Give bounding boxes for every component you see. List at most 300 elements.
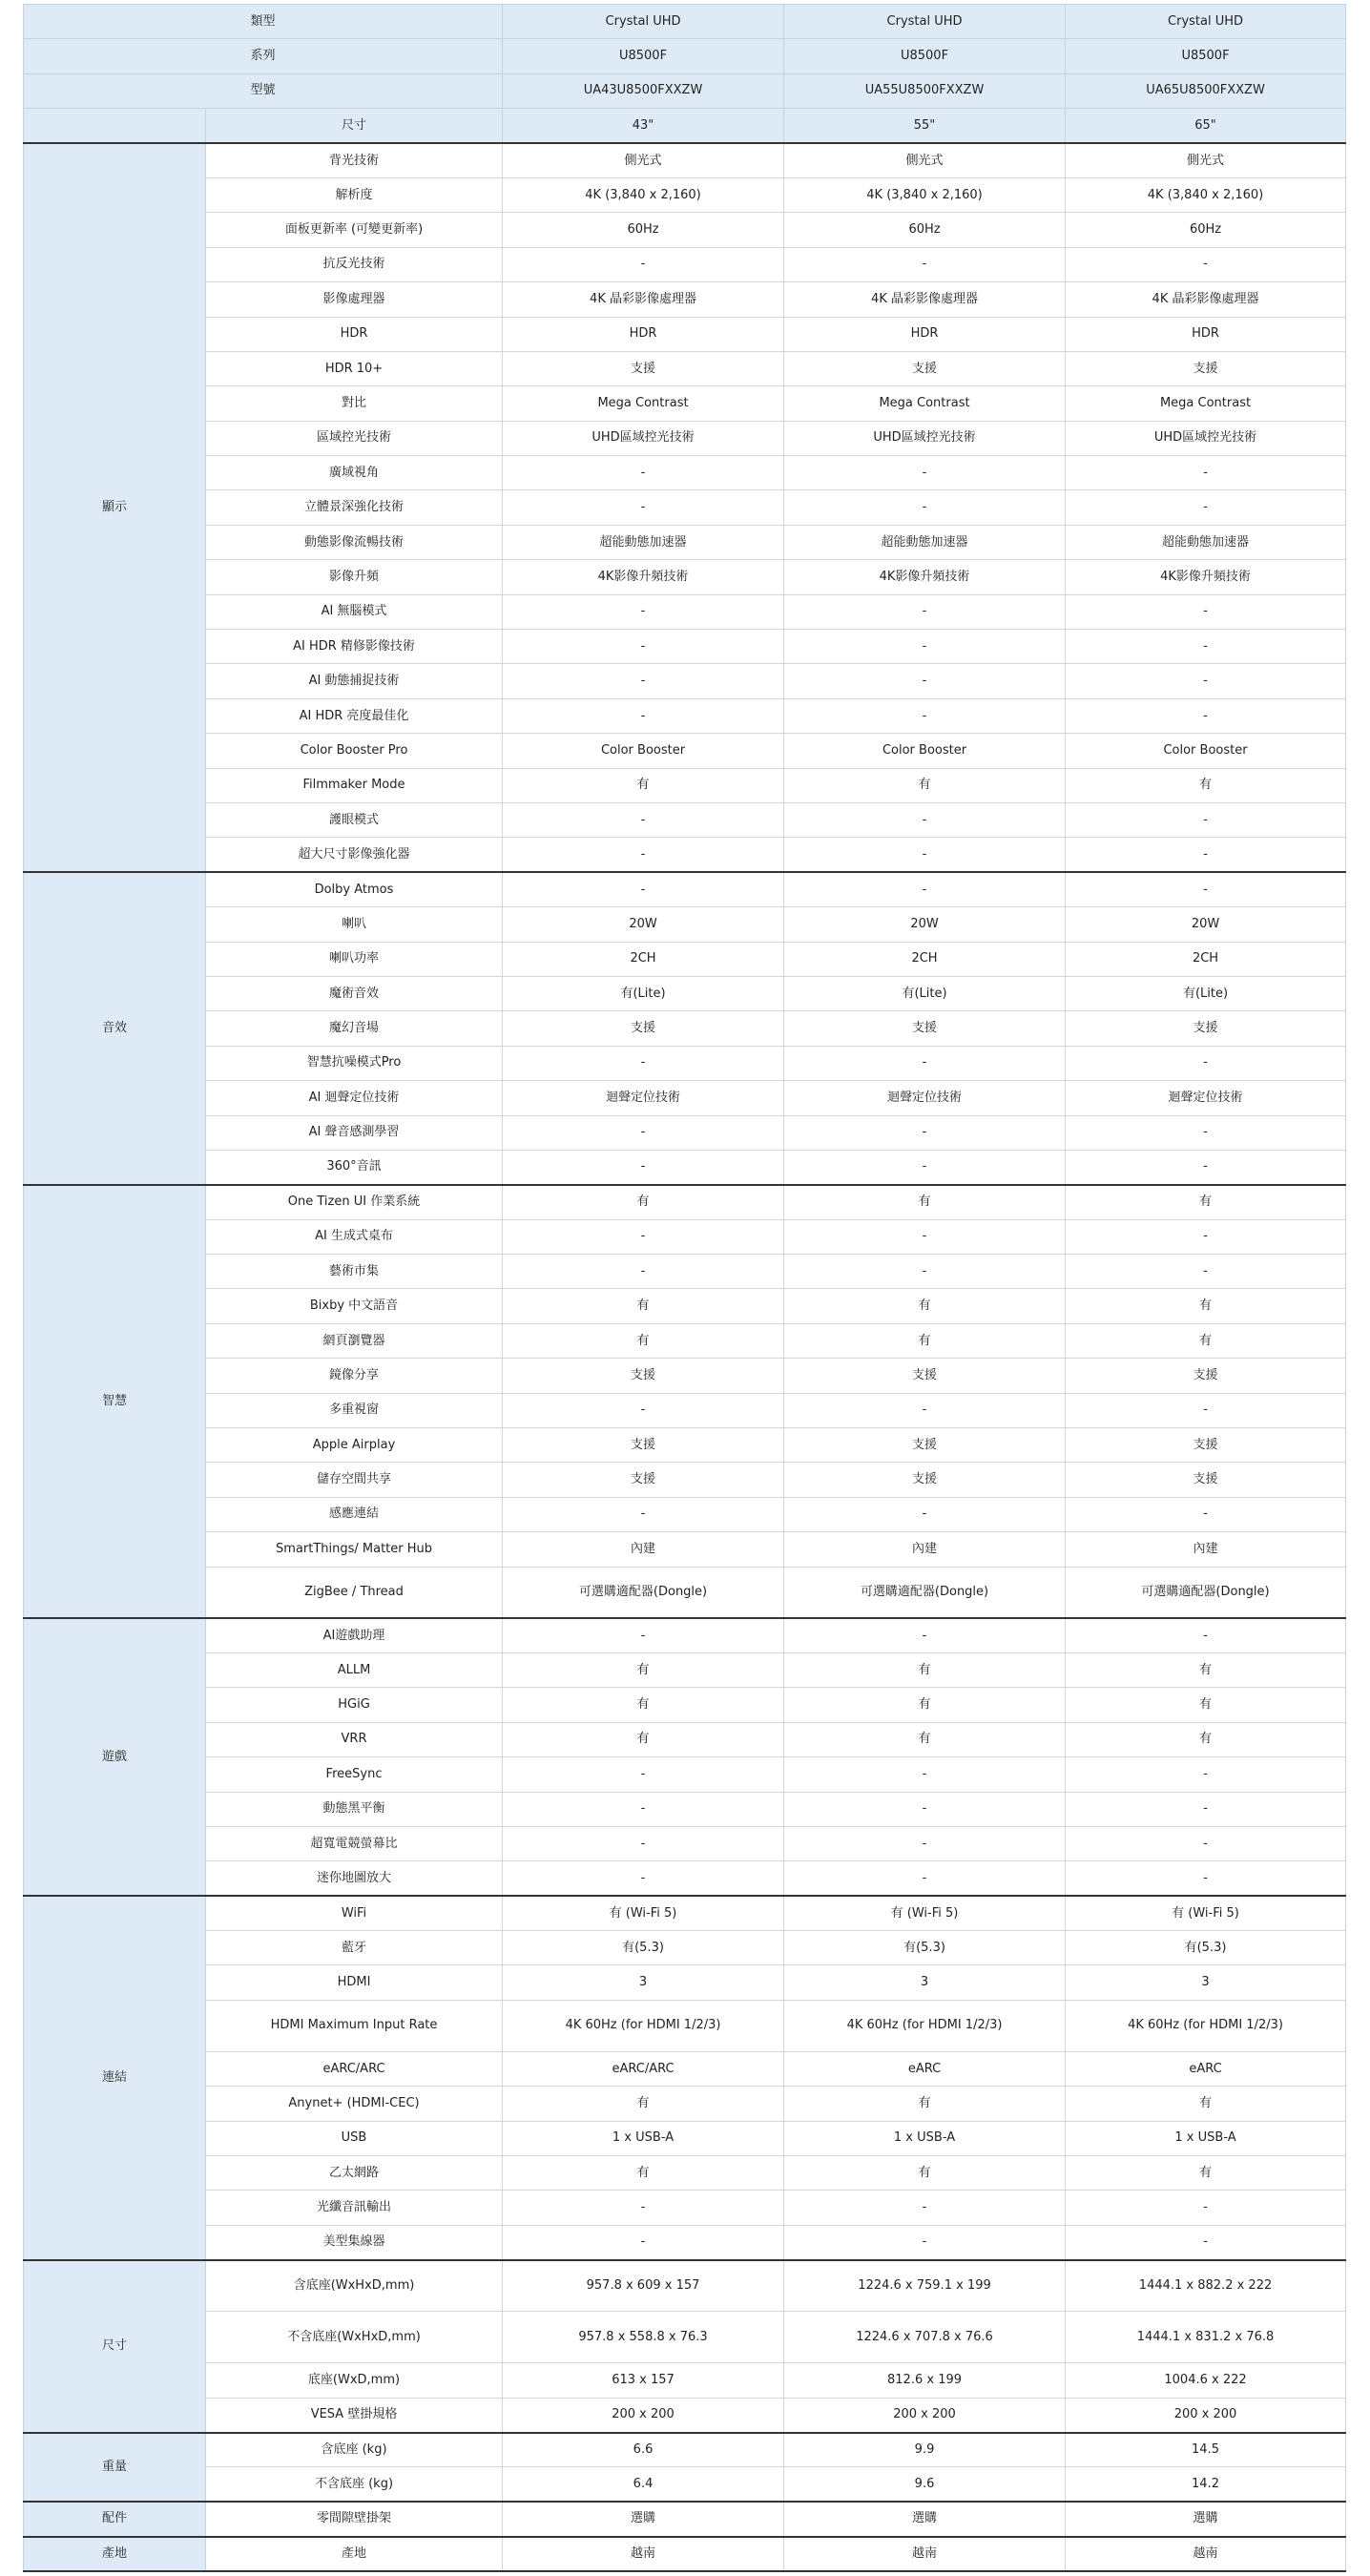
spec-value: - [503, 698, 784, 733]
spec-label: 對比 [206, 386, 503, 421]
spec-label: 影像處理器 [206, 282, 503, 317]
spec-value: - [503, 1046, 784, 1080]
spec-value: 有 [503, 1722, 784, 1756]
spec-value: Color Booster [784, 734, 1066, 768]
spec-row [24, 1463, 1346, 1497]
spec-value: 可選購適配器(Dongle) [1066, 1567, 1346, 1618]
spec-label: Filmmaker Mode [206, 768, 503, 802]
spec-value: 1444.1 x 882.2 x 222 [1066, 2260, 1346, 2312]
spec-label: 動態黑平衡 [206, 1792, 503, 1826]
spec-value: 有 [1066, 1185, 1346, 1219]
spec-value: 4K影像升頻技術 [1066, 560, 1346, 594]
spec-label: 動態影像流暢技術 [206, 525, 503, 559]
spec-table-body [24, 5, 1346, 2572]
spec-label: 面板更新率 (可變更新率) [206, 213, 503, 247]
spec-value: 有 [503, 2156, 784, 2191]
spec-row [24, 2225, 1346, 2259]
spec-value: - [784, 1115, 1066, 1150]
spec-value: 選購 [784, 2502, 1066, 2536]
spec-row [24, 768, 1346, 802]
spec-value: 1224.6 x 759.1 x 199 [784, 2260, 1066, 2312]
spec-value: - [784, 802, 1066, 837]
spec-row [24, 2312, 1346, 2363]
spec-label: Color Booster Pro [206, 734, 503, 768]
category-cell: 連結 [24, 1896, 206, 2260]
spec-label: Anynet+ (HDMI-CEC) [206, 2087, 503, 2121]
spec-row [24, 1618, 1346, 1652]
spec-value: 支援 [503, 1428, 784, 1463]
spec-label: Dolby Atmos [206, 872, 503, 906]
spec-row [24, 1219, 1346, 1254]
spec-value: 有 [503, 1323, 784, 1358]
spec-row [24, 1931, 1346, 1965]
spec-value: - [784, 1497, 1066, 1531]
spec-row [24, 1567, 1346, 1618]
spec-row [24, 525, 1346, 559]
spec-row [24, 317, 1346, 351]
spec-value: 3 [503, 1965, 784, 2000]
spec-value: UHD區域控光技術 [1066, 421, 1346, 455]
spec-row [24, 2433, 1346, 2467]
spec-value: - [1066, 664, 1346, 698]
spec-value: eARC/ARC [503, 2051, 784, 2086]
spec-value: - [784, 2225, 1066, 2259]
spec-row [24, 456, 1346, 490]
spec-label: 立體景深強化技術 [206, 490, 503, 525]
spec-label: 解析度 [206, 177, 503, 212]
spec-value: 有 [1066, 768, 1346, 802]
spec-value: 支援 [784, 351, 1066, 385]
spec-value: - [503, 1826, 784, 1860]
spec-value: 支援 [1066, 1359, 1346, 1393]
spec-value: - [1066, 247, 1346, 281]
spec-value: - [1066, 1150, 1346, 1184]
spec-label: AI 動態捕捉技術 [206, 664, 503, 698]
spec-value: - [784, 1618, 1066, 1652]
spec-label: 不含底座 (kg) [206, 2467, 503, 2502]
spec-value: 200 x 200 [503, 2398, 784, 2432]
spec-row [24, 2087, 1346, 2121]
spec-row [24, 1011, 1346, 1046]
spec-value: 內建 [784, 1532, 1066, 1567]
spec-value: - [503, 838, 784, 872]
spec-label: 鏡像分享 [206, 1359, 503, 1393]
spec-row [24, 1792, 1346, 1826]
spec-value: 20W [784, 907, 1066, 942]
spec-row [24, 1965, 1346, 2000]
spec-value: 越南 [784, 2537, 1066, 2571]
spec-value: 支援 [1066, 1463, 1346, 1497]
spec-value: 有 [1066, 1652, 1346, 1687]
spec-row [24, 2502, 1346, 2536]
spec-value: - [784, 1150, 1066, 1184]
spec-value: 14.5 [1066, 2433, 1346, 2467]
header-blank [24, 109, 206, 143]
spec-value: 有 [503, 1688, 784, 1722]
spec-label: 零間隙壁掛架 [206, 2502, 503, 2536]
category-cell: 尺寸 [24, 2260, 206, 2433]
header-row [24, 73, 1346, 108]
header-value: U8500F [784, 39, 1066, 73]
spec-value: - [1066, 1046, 1346, 1080]
spec-value: 有 [784, 2156, 1066, 2191]
spec-row [24, 1081, 1346, 1115]
spec-value: - [1066, 1757, 1346, 1792]
spec-value: 有 [503, 1289, 784, 1323]
spec-value: 支援 [1066, 351, 1346, 385]
spec-row [24, 1428, 1346, 1463]
spec-row [24, 1826, 1346, 1860]
spec-value: 有 [1066, 1722, 1346, 1756]
spec-value: 選購 [1066, 2502, 1346, 2536]
spec-value: 支援 [784, 1011, 1066, 1046]
spec-value: 4K (3,840 x 2,160) [1066, 177, 1346, 212]
spec-value: 支援 [503, 1463, 784, 1497]
header-label: 型號 [24, 73, 503, 108]
spec-value: 60Hz [503, 213, 784, 247]
spec-label: AI遊戲助理 [206, 1618, 503, 1652]
spec-label: 喇叭功率 [206, 942, 503, 976]
spec-label: 儲存空間共享 [206, 1463, 503, 1497]
spec-value: 2CH [503, 942, 784, 976]
spec-value: - [503, 1255, 784, 1289]
header-row [24, 109, 1346, 143]
spec-value: 20W [1066, 907, 1346, 942]
spec-value: - [503, 594, 784, 629]
spec-value: - [784, 2191, 1066, 2225]
spec-value: 4K影像升頻技術 [784, 560, 1066, 594]
spec-value: 14.2 [1066, 2467, 1346, 2502]
spec-value: - [784, 490, 1066, 525]
spec-label: 迷你地圖放大 [206, 1861, 503, 1896]
spec-value: - [784, 1393, 1066, 1427]
spec-value: 支援 [784, 1428, 1066, 1463]
spec-value: eARC [1066, 2051, 1346, 2086]
spec-row [24, 247, 1346, 281]
spec-label: VESA 壁掛規格 [206, 2398, 503, 2432]
spec-label: SmartThings/ Matter Hub [206, 1532, 503, 1567]
spec-row [24, 1185, 1346, 1219]
spec-value: 有(Lite) [784, 976, 1066, 1010]
spec-value: 支援 [503, 1011, 784, 1046]
spec-value: - [1066, 698, 1346, 733]
spec-row [24, 282, 1346, 317]
spec-value: 迴聲定位技術 [784, 1081, 1066, 1115]
spec-value: 20W [503, 907, 784, 942]
spec-value: Mega Contrast [503, 386, 784, 421]
spec-value: 1 x USB-A [1066, 2121, 1346, 2155]
spec-value: 200 x 200 [784, 2398, 1066, 2432]
header-value: Crystal UHD [503, 5, 784, 39]
spec-value: 有 [784, 1289, 1066, 1323]
spec-value: 1 x USB-A [503, 2121, 784, 2155]
spec-label: 廣域視角 [206, 456, 503, 490]
spec-label: 智慧抗噪模式Pro [206, 1046, 503, 1080]
spec-row [24, 907, 1346, 942]
spec-value: 200 x 200 [1066, 2398, 1346, 2432]
spec-label: 不含底座(WxHxD,mm) [206, 2312, 503, 2363]
spec-value: - [1066, 1219, 1346, 1254]
spec-value: 有 (Wi-Fi 5) [503, 1896, 784, 1930]
spec-label: 超大尺寸影像強化器 [206, 838, 503, 872]
spec-value: 有 [1066, 2087, 1346, 2121]
spec-row [24, 1896, 1346, 1930]
category-cell: 顯示 [24, 143, 206, 872]
header-value: U8500F [1066, 39, 1346, 73]
spec-row [24, 942, 1346, 976]
spec-label: 護眼模式 [206, 802, 503, 837]
spec-value: - [784, 1255, 1066, 1289]
spec-value: - [1066, 594, 1346, 629]
spec-value: - [503, 1861, 784, 1896]
spec-value: - [503, 1757, 784, 1792]
spec-label: One Tizen UI 作業系統 [206, 1185, 503, 1219]
spec-label: FreeSync [206, 1757, 503, 1792]
spec-value: 支援 [503, 351, 784, 385]
spec-label: 網頁瀏覽器 [206, 1323, 503, 1358]
spec-value: - [1066, 1618, 1346, 1652]
spec-label: 魔術音效 [206, 976, 503, 1010]
category-cell: 產地 [24, 2537, 206, 2571]
spec-value: 側光式 [1066, 143, 1346, 177]
spec-value: Mega Contrast [1066, 386, 1346, 421]
header-value: Crystal UHD [784, 5, 1066, 39]
spec-row [24, 2000, 1346, 2051]
spec-value: 4K (3,840 x 2,160) [503, 177, 784, 212]
spec-value: 側光式 [503, 143, 784, 177]
spec-value: - [784, 838, 1066, 872]
spec-label: HDR 10+ [206, 351, 503, 385]
spec-label: 藍牙 [206, 1931, 503, 1965]
spec-row [24, 2398, 1346, 2432]
spec-row [24, 1046, 1346, 1080]
spec-value: 60Hz [1066, 213, 1346, 247]
spec-row [24, 976, 1346, 1010]
header-value: Crystal UHD [1066, 5, 1346, 39]
spec-value: 1 x USB-A [784, 2121, 1066, 2155]
spec-value: 1224.6 x 707.8 x 76.6 [784, 2312, 1066, 2363]
spec-value: 60Hz [784, 213, 1066, 247]
spec-row [24, 386, 1346, 421]
spec-value: 有 [1066, 1323, 1346, 1358]
header-row [24, 39, 1346, 73]
spec-label: AI HDR 精修影像技術 [206, 630, 503, 664]
spec-value: - [1066, 1393, 1346, 1427]
spec-value: 有(5.3) [503, 1931, 784, 1965]
spec-row [24, 1497, 1346, 1531]
spec-value: 超能動態加速器 [1066, 525, 1346, 559]
spec-label: AI 生成式桌布 [206, 1219, 503, 1254]
spec-row [24, 1323, 1346, 1358]
spec-value: 內建 [503, 1532, 784, 1567]
spec-value: HDR [784, 317, 1066, 351]
spec-value: - [784, 1046, 1066, 1080]
spec-value: 越南 [503, 2537, 784, 2571]
spec-label: 喇叭 [206, 907, 503, 942]
spec-value: - [784, 630, 1066, 664]
spec-value: 迴聲定位技術 [1066, 1081, 1346, 1115]
spec-value: 有 [784, 1688, 1066, 1722]
spec-row [24, 2537, 1346, 2571]
spec-label: HDR [206, 317, 503, 351]
category-cell: 配件 [24, 2502, 206, 2536]
spec-value: - [784, 247, 1066, 281]
spec-row [24, 1255, 1346, 1289]
header-row [24, 5, 1346, 39]
spec-value: 有 [784, 768, 1066, 802]
spec-value: 支援 [1066, 1011, 1346, 1046]
spec-value: 超能動態加速器 [503, 525, 784, 559]
spec-label: 魔幻音場 [206, 1011, 503, 1046]
spec-value: 2CH [1066, 942, 1346, 976]
spec-row [24, 1722, 1346, 1756]
spec-value: 有 [1066, 2156, 1346, 2191]
spec-value: 超能動態加速器 [784, 525, 1066, 559]
spec-value: 4K 60Hz (for HDMI 1/2/3) [784, 2000, 1066, 2051]
spec-label: 感應連結 [206, 1497, 503, 1531]
spec-value: 有 (Wi-Fi 5) [784, 1896, 1066, 1930]
spec-label: 藝術市集 [206, 1255, 503, 1289]
spec-value: - [1066, 2225, 1346, 2259]
spec-label: AI 迴聲定位技術 [206, 1081, 503, 1115]
spec-value: 有 [1066, 1289, 1346, 1323]
spec-value: - [1066, 2191, 1346, 2225]
spec-value: 4K (3,840 x 2,160) [784, 177, 1066, 212]
spec-label: Bixby 中文語音 [206, 1289, 503, 1323]
spec-value: 越南 [1066, 2537, 1346, 2571]
spec-row [24, 421, 1346, 455]
spec-value: - [503, 2225, 784, 2259]
spec-value: - [503, 664, 784, 698]
spec-label: 多重視窗 [206, 1393, 503, 1427]
spec-value: 支援 [784, 1463, 1066, 1497]
spec-value: 2CH [784, 942, 1066, 976]
spec-row [24, 802, 1346, 837]
spec-value: 可選購適配器(Dongle) [784, 1567, 1066, 1618]
spec-value: 4K 60Hz (for HDMI 1/2/3) [503, 2000, 784, 2051]
spec-value: - [784, 594, 1066, 629]
spec-value: 有(5.3) [784, 1931, 1066, 1965]
spec-row [24, 1861, 1346, 1896]
spec-label: VRR [206, 1722, 503, 1756]
header-value: 65" [1066, 109, 1346, 143]
spec-value: - [1066, 1497, 1346, 1531]
spec-row [24, 560, 1346, 594]
spec-row [24, 872, 1346, 906]
header-label: 尺寸 [206, 109, 503, 143]
spec-value: 迴聲定位技術 [503, 1081, 784, 1115]
spec-row [24, 143, 1346, 177]
spec-value: - [784, 1757, 1066, 1792]
spec-value: eARC [784, 2051, 1066, 2086]
spec-label: 抗反光技術 [206, 247, 503, 281]
spec-value: 有(Lite) [503, 976, 784, 1010]
spec-value: 6.4 [503, 2467, 784, 2502]
spec-value: - [1066, 1826, 1346, 1860]
spec-row [24, 2363, 1346, 2398]
spec-label: eARC/ARC [206, 2051, 503, 2086]
spec-value: 有 [503, 1652, 784, 1687]
spec-value: 957.8 x 609 x 157 [503, 2260, 784, 2312]
spec-value: 有(5.3) [1066, 1931, 1346, 1965]
spec-value: 支援 [503, 1359, 784, 1393]
spec-row [24, 490, 1346, 525]
spec-label: 美型集線器 [206, 2225, 503, 2259]
spec-row [24, 1532, 1346, 1567]
spec-value: 3 [1066, 1965, 1346, 2000]
spec-value: - [503, 1497, 784, 1531]
spec-label: 產地 [206, 2537, 503, 2571]
spec-value: 9.6 [784, 2467, 1066, 2502]
spec-value: 可選購適配器(Dongle) [503, 1567, 784, 1618]
spec-value: 支援 [784, 1359, 1066, 1393]
category-cell: 音效 [24, 872, 206, 1185]
spec-value: - [784, 698, 1066, 733]
spec-label: HGiG [206, 1688, 503, 1722]
spec-row [24, 2051, 1346, 2086]
spec-label: 背光技術 [206, 143, 503, 177]
spec-value: 有 [784, 2087, 1066, 2121]
spec-value: 有 [784, 1652, 1066, 1687]
category-cell: 智慧 [24, 1185, 206, 1618]
spec-value: 有 [784, 1323, 1066, 1358]
spec-row [24, 630, 1346, 664]
spec-value: 選購 [503, 2502, 784, 2536]
spec-row [24, 594, 1346, 629]
spec-row [24, 1688, 1346, 1722]
spec-value: Mega Contrast [784, 386, 1066, 421]
spec-value: - [1066, 1861, 1346, 1896]
spec-row [24, 1359, 1346, 1393]
spec-row [24, 2467, 1346, 2502]
header-label: 類型 [24, 5, 503, 39]
spec-value: - [784, 1826, 1066, 1860]
spec-value: 4K 晶彩影像處理器 [503, 282, 784, 317]
spec-value: HDR [503, 317, 784, 351]
spec-value: - [503, 247, 784, 281]
spec-value: 有 [503, 1185, 784, 1219]
spec-value: 有 (Wi-Fi 5) [1066, 1896, 1346, 1930]
spec-row [24, 1393, 1346, 1427]
spec-value: - [503, 1618, 784, 1652]
spec-value: - [503, 490, 784, 525]
spec-value: - [1066, 872, 1346, 906]
spec-table [23, 4, 1346, 2572]
spec-value: - [1066, 1792, 1346, 1826]
spec-label: AI HDR 亮度最佳化 [206, 698, 503, 733]
spec-label: 乙太網路 [206, 2156, 503, 2191]
spec-value: - [784, 1792, 1066, 1826]
spec-value: 有(Lite) [1066, 976, 1346, 1010]
spec-row [24, 734, 1346, 768]
header-value: UA65U8500FXXZW [1066, 73, 1346, 108]
spec-row [24, 1652, 1346, 1687]
spec-value: - [1066, 838, 1346, 872]
category-cell: 遊戲 [24, 1618, 206, 1896]
spec-value: - [503, 1150, 784, 1184]
spec-row [24, 177, 1346, 212]
spec-label: Apple Airplay [206, 1428, 503, 1463]
spec-value: 957.8 x 558.8 x 76.3 [503, 2312, 784, 2363]
spec-value: 有 [503, 2087, 784, 2121]
spec-label: WiFi [206, 1896, 503, 1930]
spec-value: 4K 晶彩影像處理器 [1066, 282, 1346, 317]
spec-value: - [503, 1792, 784, 1826]
header-value: UA43U8500FXXZW [503, 73, 784, 108]
spec-value: 內建 [1066, 1532, 1346, 1567]
spec-label: 底座(WxD,mm) [206, 2363, 503, 2398]
spec-row [24, 664, 1346, 698]
